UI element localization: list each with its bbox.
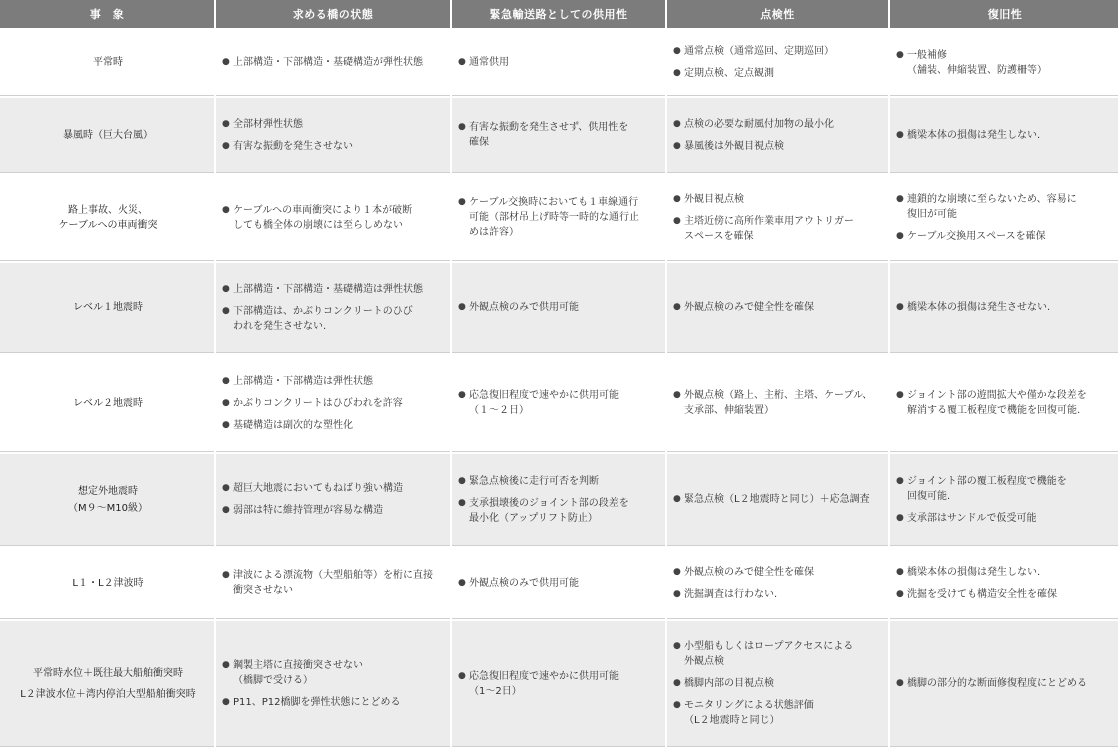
- bullet-item: [222, 418, 446, 433]
- bullet-text: 津波による漂流物（大型船舶等）を桁に直接 衝突させない: [233, 570, 433, 596]
- usability-cell: [452, 175, 665, 261]
- bullet-text: ジョイント部の覆工板程度で機能を 回復可能.: [907, 475, 1067, 502]
- event-cell: [0, 98, 214, 173]
- bullet-item: [673, 117, 884, 132]
- bullet-item: [222, 503, 446, 518]
- bullet-text: 有害な振動を発生させない: [233, 140, 353, 152]
- event-cell: [0, 30, 214, 96]
- bullet-text: 小型船もしくはロープアクセスによる 外観点検: [684, 641, 854, 667]
- bullet-text: 緊急点検後に走行可否を判断: [469, 475, 599, 487]
- bullet-text: 支承部はサンドルで仮受可能: [907, 512, 1037, 524]
- bullet-dot-icon: ●: [222, 57, 230, 67]
- bullet-item: [896, 676, 1116, 691]
- bullet-item: [458, 496, 661, 526]
- event-label: レベル１地震時: [73, 302, 143, 313]
- table-row: [0, 30, 1118, 96]
- bullet-dot-icon: ●: [222, 375, 230, 386]
- event-cell: [0, 454, 214, 546]
- bullet-item: [222, 117, 446, 132]
- bullet-text: 橋脚の部分的な断面修復程度にとどめる: [907, 678, 1087, 689]
- bullet-item: [673, 639, 884, 669]
- header-bridge-state: 求める橋の状態: [216, 0, 450, 28]
- bullet-text: 外観点検のみで供用可能: [469, 577, 579, 589]
- bullet-text: 通常供用: [469, 57, 509, 68]
- bullet-item: [458, 55, 661, 70]
- usability-cell: [452, 98, 665, 173]
- usability-cell: [452, 355, 665, 452]
- bullet-text: 鋼製主塔に直接衝突させない （橋脚で受ける）: [233, 659, 363, 686]
- inspection-cell: [667, 548, 888, 619]
- event-label: （M９～M10級）: [68, 502, 148, 514]
- bullet-item: [222, 55, 446, 70]
- usability-cell: [452, 548, 665, 619]
- bullet-item: [458, 195, 661, 240]
- bullet-text: 下部構造は、かぶりコンクリートのひび われを発生させない.: [233, 305, 413, 332]
- bullet-dot-icon: ●: [896, 588, 904, 599]
- inspection-cell: [667, 454, 888, 546]
- bullet-dot-icon: ●: [896, 49, 904, 60]
- usability-cell: [452, 621, 665, 747]
- bridge-state-cell: [216, 548, 450, 619]
- bullet-dot-icon: ●: [222, 283, 230, 294]
- header-event: 事 象: [0, 0, 214, 28]
- bullet-text: 応急復旧程度で速やかに供用可能 （１～２日）: [469, 390, 619, 416]
- bullet-item: [222, 396, 446, 411]
- bullet-text: 外観目視点検: [684, 193, 744, 205]
- recovery-cell: [890, 454, 1118, 546]
- bullet-dot-icon: ●: [222, 118, 230, 129]
- bullet-item: [222, 568, 446, 598]
- bullet-dot-icon: ●: [458, 577, 466, 588]
- bullet-dot-icon: ●: [896, 193, 904, 204]
- bullet-dot-icon: ●: [896, 390, 904, 400]
- bullet-item: [896, 192, 1116, 222]
- table-row: [0, 98, 1118, 173]
- event-label: 平常時水位＋既往最大船舶衝突時: [33, 667, 183, 679]
- bullet-dot-icon: ●: [673, 566, 681, 577]
- bullet-dot-icon: ●: [222, 696, 230, 707]
- bullet-dot-icon: ●: [222, 305, 230, 316]
- bullet-item: [222, 658, 446, 688]
- bullet-dot-icon: ●: [673, 700, 681, 710]
- inspection-cell: [667, 355, 888, 452]
- event-label: L１・L２津波時: [72, 577, 144, 589]
- bullet-dot-icon: ●: [222, 570, 230, 580]
- recovery-cell: [890, 621, 1118, 747]
- event-cell: [0, 175, 214, 261]
- bullet-dot-icon: ●: [222, 397, 230, 408]
- bullet-item: [896, 511, 1116, 526]
- bullet-item: [458, 388, 661, 418]
- bullet-item: [673, 698, 884, 728]
- bullet-dot-icon: ●: [458, 57, 466, 67]
- bullet-item: [896, 300, 1116, 315]
- bullet-text: 暴風後は外観目視点検: [684, 140, 784, 152]
- bullet-text: 上部構造・下部構造・基礎構造が弾性状態: [233, 57, 423, 68]
- bullet-text: 外観点検（路上、主桁、主塔、ケーブル、 支承部、伸縮装置）: [684, 390, 873, 416]
- bullet-item: [458, 120, 661, 150]
- recovery-cell: [890, 548, 1118, 619]
- bullet-dot-icon: ●: [896, 475, 904, 486]
- bullet-dot-icon: ●: [458, 475, 466, 486]
- recovery-cell: [890, 175, 1118, 261]
- table-row: [0, 454, 1118, 546]
- bullet-item: [458, 576, 661, 591]
- header-inspectability: 点検性: [667, 0, 888, 28]
- event-cell: [0, 621, 214, 747]
- table-row: [0, 548, 1118, 619]
- bullet-item: [222, 282, 446, 297]
- bullet-dot-icon: ●: [896, 230, 904, 241]
- bullet-dot-icon: ●: [673, 118, 681, 129]
- bullet-dot-icon: ●: [222, 659, 230, 670]
- bullet-item: [458, 474, 661, 489]
- event-label: 路上事故、火災、: [68, 204, 148, 216]
- bullet-dot-icon: ●: [222, 204, 230, 215]
- bullet-item: [673, 192, 884, 207]
- recovery-cell: [890, 355, 1118, 452]
- bullet-dot-icon: ●: [673, 215, 681, 226]
- inspection-cell: [667, 263, 888, 353]
- bullet-text: 通常点検（通常巡回、定期巡回）: [684, 46, 834, 57]
- table-row: [0, 355, 1118, 452]
- bullet-text: 全部材弾性状態: [233, 118, 303, 130]
- bullet-item: [896, 229, 1116, 244]
- inspection-cell: [667, 175, 888, 261]
- bullet-text: 外観点検のみで健全性を確保: [684, 566, 814, 578]
- bullet-text: 主塔近傍に高所作業車用アウトリガー スペースを確保: [684, 215, 854, 242]
- bullet-dot-icon: ●: [222, 140, 230, 151]
- bullet-item: [673, 492, 884, 507]
- table-row: [0, 175, 1118, 261]
- event-label: ケーブルへの車両衝突: [58, 219, 158, 231]
- event-label: 想定外地震時: [78, 485, 138, 497]
- bridge-state-cell: [216, 263, 450, 353]
- bullet-dot-icon: ●: [673, 641, 681, 651]
- bullet-dot-icon: ●: [896, 678, 904, 688]
- bullet-item: [896, 565, 1116, 580]
- bridge-state-cell: [216, 621, 450, 747]
- bullet-text: モニタリングによる状態評価 （L２地震時と同じ）: [684, 700, 814, 726]
- bullet-text: 定期点検、定点観測: [684, 68, 774, 79]
- header-row: [0, 0, 1118, 28]
- bullet-item: [673, 300, 884, 315]
- bullet-text: ケーブルへの車両衝突により１本が破断 しても橋全体の崩壊には至らしめない: [233, 204, 413, 231]
- bridge-state-cell: [216, 30, 450, 96]
- bullet-dot-icon: ●: [673, 390, 681, 400]
- bullet-dot-icon: ●: [673, 68, 681, 78]
- bullet-item: [458, 300, 661, 315]
- recovery-cell: [890, 30, 1118, 96]
- table-row: [0, 263, 1118, 353]
- bullet-dot-icon: ●: [896, 129, 904, 140]
- bullet-text: 緊急点検（L２地震時と同じ）＋応急調査: [684, 494, 870, 505]
- bullet-text: 橋梁本体の損傷は発生しない.: [907, 566, 1041, 578]
- bullet-dot-icon: ●: [896, 566, 904, 577]
- bullet-item: [896, 388, 1116, 418]
- bridge-state-cell: [216, 98, 450, 173]
- inspection-cell: [667, 30, 888, 96]
- bullet-item: [673, 139, 884, 154]
- bullet-text: 上部構造・下部構造・基礎構造は弾性状態: [233, 283, 423, 295]
- bullet-text: 弱部は特に維持管理が容易な構造: [233, 505, 383, 516]
- bullet-text: 連鎖的な崩壊に至らないため、容易に 復旧が可能: [907, 193, 1077, 220]
- bullet-text: 橋梁本体の損傷は発生させない.: [907, 302, 1051, 313]
- bullet-text: 上部構造・下部構造は弾性状態: [233, 375, 373, 387]
- bullet-text: 有害な振動を発生させず、供用性を 確保: [469, 122, 629, 148]
- bullet-text: ケーブル交換時においても１車線通行 可能（部材吊上げ時等一時的な通行止 めは許容）: [469, 197, 639, 238]
- bridge-state-cell: [216, 355, 450, 452]
- bullet-text: 一般補修 （舗装、伸縮装置、防護柵等）: [907, 49, 1047, 76]
- bullet-item: [222, 203, 446, 233]
- bullet-text: 洗掘調査は行わない.: [684, 588, 778, 600]
- usability-cell: [452, 454, 665, 546]
- inspection-cell: [667, 621, 888, 747]
- bullet-dot-icon: ●: [673, 678, 681, 688]
- bullet-dot-icon: ●: [673, 46, 681, 56]
- bullet-dot-icon: ●: [222, 419, 230, 430]
- bullet-dot-icon: ●: [673, 494, 681, 504]
- bullet-item: [673, 214, 884, 244]
- event-label: 平常時: [93, 57, 123, 68]
- bullet-text: かぶりコンクリートはひびわれを許容: [233, 397, 403, 409]
- header-recoverability: 復旧性: [890, 0, 1118, 28]
- recovery-cell: [890, 263, 1118, 353]
- bullet-dot-icon: ●: [673, 302, 681, 312]
- bridge-state-cell: [216, 454, 450, 546]
- usability-cell: [452, 30, 665, 96]
- bullet-dot-icon: ●: [896, 302, 904, 312]
- bullet-text: 点検の必要な耐風付加物の最小化: [684, 118, 834, 130]
- bullet-item: [673, 587, 884, 602]
- bullet-text: ジョイント部の遊間拡大や僅かな段差を 解消する覆工板程度で機能を回復可能.: [907, 390, 1087, 416]
- bullet-item: [896, 48, 1116, 78]
- bullet-dot-icon: ●: [222, 505, 230, 515]
- bullet-text: 外観点検のみで供用可能: [469, 302, 579, 313]
- table-row: [0, 621, 1118, 747]
- bullet-item: [896, 474, 1116, 504]
- bullet-item: [222, 695, 446, 710]
- bullet-dot-icon: ●: [673, 140, 681, 151]
- bullet-dot-icon: ●: [458, 122, 466, 132]
- bullet-item: [896, 587, 1116, 602]
- bullet-item: [673, 66, 884, 81]
- bullet-item: [673, 565, 884, 580]
- bullet-dot-icon: ●: [222, 483, 230, 493]
- bullet-item: [222, 374, 446, 389]
- usability-cell: [452, 263, 665, 353]
- table-body: [0, 30, 1118, 747]
- bullet-item: [222, 304, 446, 334]
- bullet-text: 基礎構造は副次的な塑性化: [233, 419, 353, 431]
- bullet-text: 応急復旧程度で速やかに供用可能 （1～2日）: [469, 670, 619, 697]
- bullet-text: 洗掘を受けても構造安全性を確保: [907, 588, 1057, 600]
- bullet-dot-icon: ●: [458, 302, 466, 312]
- bullet-text: 橋脚内部の目視点検: [684, 678, 774, 689]
- event-cell: [0, 263, 214, 353]
- bullet-dot-icon: ●: [673, 588, 681, 599]
- bullet-text: ケーブル交換用スペースを確保: [907, 230, 1046, 242]
- bullet-dot-icon: ●: [458, 197, 466, 207]
- bullet-dot-icon: ●: [673, 193, 681, 204]
- bullet-item: [458, 669, 661, 699]
- event-label: L２津波水位＋湾内停泊大型船舶衝突時: [20, 688, 196, 700]
- bullet-item: [673, 676, 884, 691]
- event-label: レベル２地震時: [73, 397, 143, 409]
- header-emergency-usability: 緊急輸送路としての供用性: [452, 0, 665, 28]
- bridge-state-cell: [216, 175, 450, 261]
- event-label: 暴風時（巨大台風）: [63, 129, 153, 141]
- bullet-text: P11、P12橋脚を弾性状態にとどめる: [233, 696, 401, 708]
- bullet-item: [896, 128, 1116, 143]
- event-cell: [0, 355, 214, 452]
- event-cell: [0, 548, 214, 619]
- bullet-text: 超巨大地震においてもねばり強い構造: [233, 483, 403, 494]
- bullet-item: [673, 44, 884, 59]
- recovery-cell: [890, 98, 1118, 173]
- bullet-dot-icon: ●: [458, 497, 466, 508]
- bullet-dot-icon: ●: [458, 670, 466, 681]
- bullet-dot-icon: ●: [896, 512, 904, 523]
- bullet-text: 橋梁本体の損傷は発生しない.: [907, 129, 1041, 141]
- bullet-text: 支承損壊後のジョイント部の段差を 最小化（アップリフト防止）: [469, 497, 629, 524]
- bullet-item: [673, 388, 884, 418]
- bullet-item: [222, 139, 446, 154]
- bullet-dot-icon: ●: [458, 390, 466, 400]
- inspection-cell: [667, 98, 888, 173]
- bullet-text: 外観点検のみで健全性を確保: [684, 302, 814, 313]
- bullet-item: [222, 481, 446, 496]
